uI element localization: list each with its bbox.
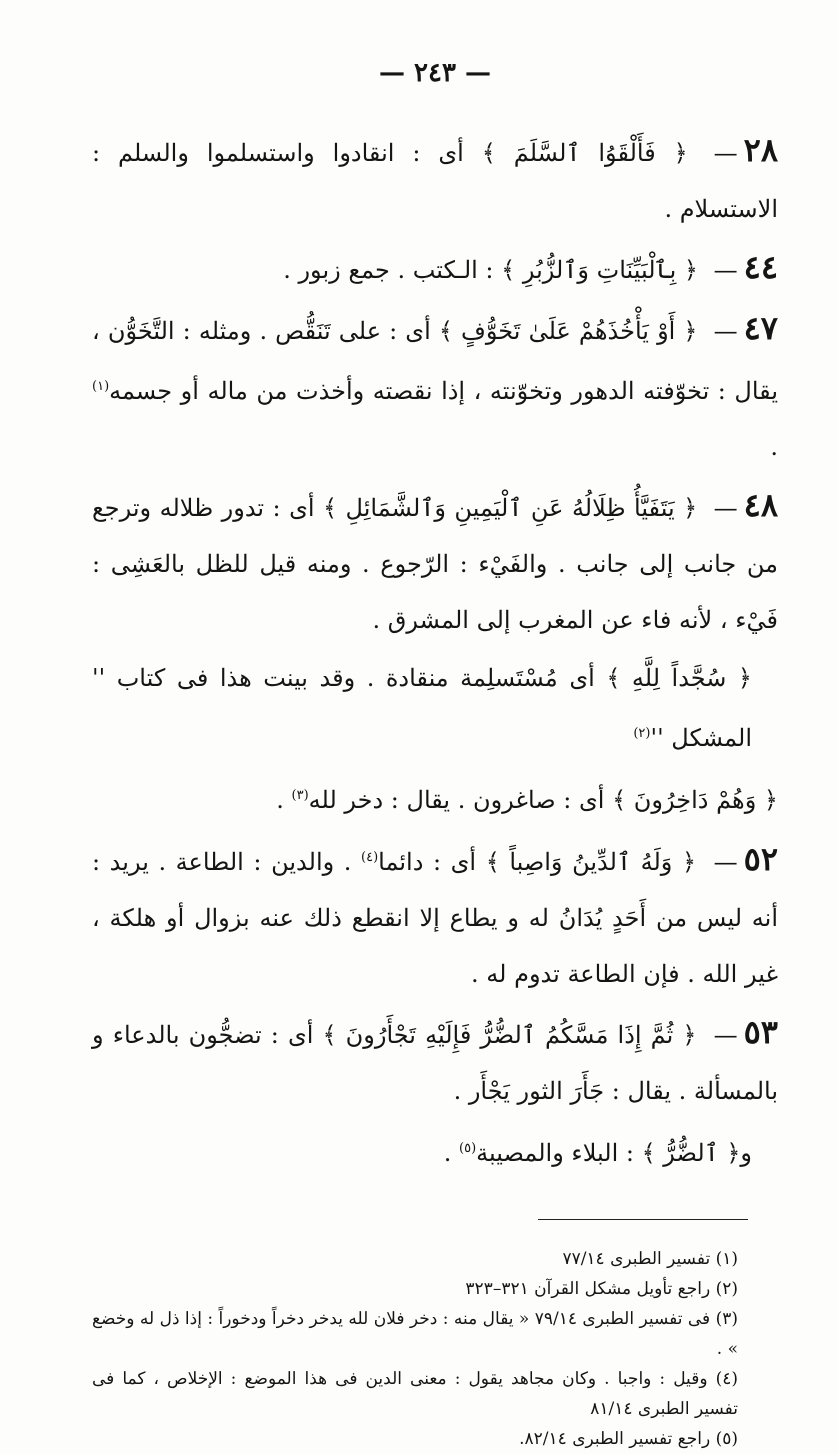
entry-durr: [92, 1121, 778, 1181]
footnote-2: (٢) راجع تأويل مشكل القرآن ٣٢١–٣٢٣: [465, 1279, 738, 1299]
entry-52: ٥٢— ﴿ وَلَهُ ٱلدِّينُ وَاصِباً ﴾ أى : دائما$^{(٤)}$ . والدين : الطاعة . يريد : أنه ليس من أَحَدٍ يُدَانُ له و يطاع إلا انقطع ذلك عنه بزوال أو هلكة ، غير الله . فإن الطاعة تدوم له .: [92, 840, 779, 988]
quran-quote: ﴿ وَلَهُ ٱلدِّينُ وَاصِباً ﴾: [485, 848, 697, 876]
entry-tail: . والدين : الطاعة . يريد : أنه ليس من أَحَدٍ يُدَانُ له و يطاع إلا انقطع ذلك عنه بزوال أو هلكة ، غير الله . فإن الطاعة تدوم له .: [92, 848, 779, 988]
verse-number: ٤٤: [743, 248, 778, 286]
footnote-divider: [538, 1219, 748, 1220]
entry-text: أى : انقادوا واستسلموا والسلم : الاستسلام .: [92, 139, 778, 223]
verse-number: ٥٢: [743, 840, 778, 878]
footnote-ref: (٣): [291, 788, 309, 803]
entry-tail: .: [770, 433, 778, 461]
quran-quote: ﴿ ٱلضُّرُّ ﴾: [641, 1139, 741, 1167]
entry-tail: .: [276, 786, 284, 814]
quran-quote: ﴿ أَوْ يَأْخُذَهُمْ عَلَىٰ تَخَوُّفٍ ﴾: [438, 317, 698, 345]
footnote-3: (٣) فى تفسير الطبرى ٧٩/١٤ « يقال منه : دخر فلان لله يدخر دخراً ودخوراً : إذا ذل له وخضع » .: [92, 1309, 738, 1359]
quran-quote: ﴿ يَتَفَيَّأُ ظِلَالُهُ عَنِ ٱلْيَمِينِ وَٱلشَّمَائِلِ ﴾: [323, 494, 698, 522]
commentary-body: [92, 122, 778, 1181]
entry-text: أى مُسْتَسلِمة منقادة . وقد بينت هذا فى كتاب '' المشكل '': [92, 664, 752, 752]
entry-28: ٢٨— ﴿ فَأَلْقَوُا ٱلسَّلَمَ ﴾ أى : انقادوا واستسلموا والسلم : الاستسلام .: [92, 131, 778, 223]
verse-number: ٤٨: [743, 486, 778, 524]
entry-text: أى : تدور ظلاله وترجع من جانب إلى جانب . والفَيْء : الرّجوع . ومنه قيل للظل بالعَشِى : فَيْء ، لأنه فاء عن المغرب إلى المشرق .: [92, 494, 778, 634]
entry-prefix: و: [740, 1139, 752, 1167]
entry-text: : الـكتب . جمع زبور .: [283, 256, 494, 284]
entry-48: ٤٨— ﴿ يَتَفَيَّأُ ظِلَالُهُ عَنِ ٱلْيَمِينِ وَٱلشَّمَائِلِ ﴾ أى : تدور ظلاله وترجع من جانب إلى جانب . والفَيْء : الرّجوع . ومنه قيل للظل بالعَشِى : فَيْء ، لأنه فاء عن المغرب إلى المشرق .: [92, 486, 778, 634]
quran-quote: ﴿ سُجَّداً لِلَّهِ ﴾: [606, 664, 752, 692]
entry-sujjadan: [92, 650, 778, 766]
quran-quote: ﴿ بِٱلْبَيِّنَاتِ وَٱلزُّبُرِ ﴾: [501, 256, 698, 284]
entry-text: أى : دائما: [378, 848, 477, 876]
verse-number: ٢٨: [743, 131, 778, 169]
verse-number: ٥٣: [743, 1013, 778, 1051]
entry-tail: .: [443, 1139, 452, 1167]
footnote-ref: (١): [92, 379, 110, 394]
quran-quote: ﴿ وَهُمْ دَاخِرُونَ ﴾: [612, 786, 778, 814]
verse-number: ٤٧: [743, 309, 778, 347]
entry-53: ٥٣— ﴿ ثُمَّ إِذَا مَسَّكُمُ ٱلضُّرُّ فَإِلَيْهِ تَجْأَرُونَ ﴾ أى : تضجُّون بالدعاء و بالمسألة . يقال : جَأَرَ الثور يَجْأَر .: [92, 1013, 778, 1105]
footnote-5: (٥) راجع تفسير الطبرى ٨٢/١٤.: [519, 1429, 738, 1449]
page-number: — ٢٤٣ —: [378, 58, 492, 88]
entry-text: أى : تضجُّون بالدعاء و بالمسألة . يقال : جَأَرَ الثور يَجْأَر .: [92, 1021, 778, 1105]
entry-text: : البلاء والمصيبة: [476, 1139, 634, 1167]
footnotes: [92, 1244, 778, 1454]
quran-quote: ﴿ ثُمَّ إِذَا مَسَّكُمُ ٱلضُّرُّ فَإِلَيْهِ تَجْأَرُونَ ﴾: [322, 1021, 697, 1049]
entry-44: ٤٤— ﴿ بِٱلْبَيِّنَاتِ وَٱلزُّبُرِ ﴾ : الـكتب . جمع زبور .: [283, 248, 778, 286]
entry-47: ٤٧— ﴿ أَوْ يَأْخُذَهُمْ عَلَىٰ تَخَوُّفٍ ﴾ أى : على تَنَقُّص . ومثله : التَّخَوُّن ، يقال : تخوّفته الدهور وتخوّنته ، إذا نقصته وأخذت من ماله أو جسمه$^{(١)}$ .: [92, 309, 778, 461]
entry-dakhirun: [92, 768, 778, 828]
entry-text: أى : صاغرون . يقال : دخر لله: [308, 786, 605, 814]
footnote-ref: (٥): [459, 1141, 477, 1156]
footnote-4: (٤) وقيل : واجبا . وكان مجاهد يقول : معنى الدين فى هذا الموضع : الإخلاص ، كما فى تفسير الطبرى ٨١/١٤: [92, 1369, 738, 1419]
footnote-1: (١) تفسير الطبرى ٧٧/١٤: [562, 1249, 738, 1269]
footnote-ref: (٢): [633, 726, 651, 741]
quran-quote: ﴿ فَأَلْقَوُا ٱلسَّلَمَ ﴾: [481, 139, 688, 167]
entry-text: أى : على تَنَقُّص . ومثله : التَّخَوُّن ، يقال : تخوّفته الدهور وتخوّنته ، إذا نقصته وأخذت من ماله أو جسمه: [92, 317, 778, 405]
footnote-ref: (٤): [361, 850, 379, 865]
